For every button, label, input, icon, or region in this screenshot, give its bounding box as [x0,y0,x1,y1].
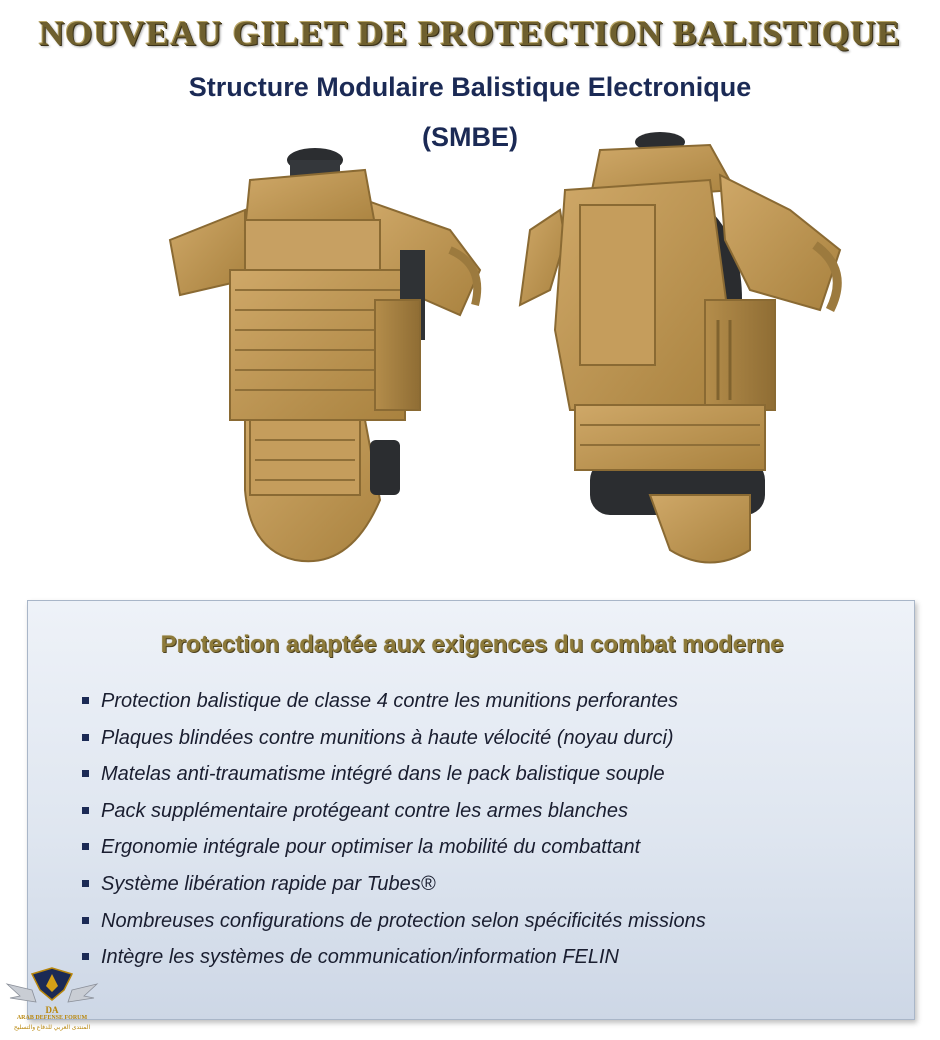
list-item [82,760,706,797]
feature-text: Nombreuses configurations de protection selon spécificités missions [101,909,706,932]
feature-text: Système libération rapide par Tubes® [101,872,436,895]
list-item [82,870,706,907]
vest-photo [150,130,850,580]
list-item [82,907,706,944]
acronym: (SMBE) [422,122,518,152]
list-item [82,797,706,834]
feature-text: Protection balistique de classe 4 contre les munitions perforantes [101,690,678,712]
eagle-emblem-icon [2,960,102,1016]
bullet-icon [82,770,89,777]
forum-watermark-logo [2,960,102,1038]
feature-panel [27,600,915,1020]
vest-front [170,148,480,561]
feature-text: Ergonomie intégrale pour optimiser la mobilité du combattant [101,836,641,859]
bullet-icon [82,880,89,887]
feature-text: Plaques blindées contre munitions à haute vélocité (noyau durci) [101,726,674,749]
subtitle: Structure Modulaire Balistique Electronique [188,72,752,102]
feature-text: Pack supplémentaire protégeant contre les armes blanches [101,799,628,822]
list-item [82,724,706,761]
bullet-icon [82,734,89,741]
bullet-icon [82,843,89,850]
feature-text: Matelas anti-traumatisme intégré dans le pack balistique souple [101,763,665,786]
feature-list [82,687,706,980]
logo-monogram: DA [45,1005,59,1015]
list-item [82,833,706,870]
list-item [82,943,706,980]
panel-heading: Protection adaptée aux exigences du combat moderne [160,631,784,658]
bullet-icon [82,807,89,814]
bullet-icon [82,697,89,704]
page-title: NOUVEAU GILET DE PROTECTION BALISTIQUE [39,14,901,53]
list-item [82,687,706,724]
bullet-icon [82,917,89,924]
feature-text: Intègre les systèmes de communication/information FELIN [101,946,619,969]
logo-name: ARAB DEFENSE FORUM [16,1015,88,1021]
logo-name-ar: المنتدى العربي للدفاع والتسليح [13,1025,91,1031]
vest-back [520,132,840,563]
